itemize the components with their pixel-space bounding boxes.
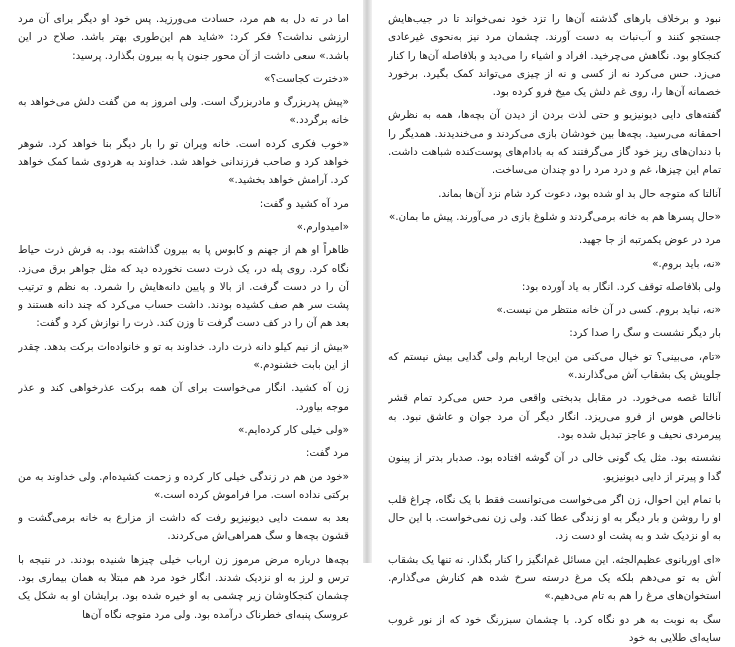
- right-paragraph: ولی بلافاصله توقف کرد. انگار به یاد آورده بود:: [521, 280, 721, 293]
- right-paragraph: «حال پسرها هم به خانه برمی‌گردند و شلوغ بازی در می‌آورند. پیش ما بمان.»: [388, 210, 721, 223]
- left-paragraph: زن آه کشید. انگار می‌خواست برای آن همه برکت عذرخواهی کند و عذر موجه بیاورد.: [18, 382, 349, 413]
- left-paragraph: «دخترت کجاست؟»: [264, 72, 349, 85]
- right-paragraph: «نه، باید بروم.»: [652, 257, 721, 270]
- left-paragraph: بچه‌ها درباره مرض مرموز زن ارباب خیلی چیزها شنیده بودند. در نتیجه با ترس و لرز به او نزدیک شدند. انگار خود مرد هم مبتلا به همان بیماری بود. چشمان کنجکاوشان زیر چشمی به او خیره شده بود. برایشان او به شکل یک عروسک پنبه‌ای خطرناک درآمده بود. ولی مرد متوجه نگاه آن‌ها: [18, 553, 349, 621]
- right-paragraph: «تام، می‌بینی؟ تو خیال می‌کنی من این‌جا اربابم ولی گدایی بیش نیستم که جلویش یک بشقاب آش می‌گذارند.»: [388, 350, 721, 382]
- right-page: [372, 0, 735, 644]
- left-paragraph: مرد آه کشید و گفت:: [259, 197, 349, 210]
- left-paragraph: مرد گفت:: [305, 447, 349, 460]
- left-paragraph: «ولی خیلی کار کرده‌ایم.»: [237, 423, 349, 436]
- right-paragraph: گفته‌های دایی دیونیزیو و حتی لذت بردن از دیدن آن بچه‌ها، همه به نظرش احمقانه می‌رسید. بچه‌ها بین خودشان بازی می‌کردند و می‌خندیدند. همدیگر را با دندان‌های ریز خود گاز می‌گرفتند که به بادام‌های پوست‌کنده شباهت داشت. تمام این چیزها، غم و درد مرد را دو چندان می‌ساخت.: [388, 109, 721, 177]
- right-paragraph: نبود و برخلاف بارهای گذشته آن‌ها را تزد خود نمی‌خواند تا در جیب‌هایش جستجو کنند و آب‌نبات به دست آورند. چشمان مرد نیز به‌نحوی غیرعادی کنجکاو بود. نگاهش می‌چرخید. افراد و اشیاء را می‌دید و بلافاصله آن‌ها را کنار می‌زد. حس می‌کرد نه از کسی و نه از چیزی می‌تواند کمک بگیرد. برخورد خصمانه آن‌ها را، روی غم دلش یک میخ فرو کرده بود.: [388, 13, 721, 99]
- right-paragraph: با تمام این احوال، زن اگر می‌خواست می‌توانست فقط با یک نگاه، چراغ قلب او را روشن و بار دیگر به او زندگی عطا کند. ولی زن نمی‌خواست. با این حال به او نزدیک شد و به پشت او دست زد.: [388, 493, 721, 543]
- left-paragraph: بعد به سمت دایی دیونیزیو رفت که داشت از مزارع به خانه برمی‌گشت و قشون بچه‌ها و سگ همراهی‌اش می‌کردند.: [18, 512, 349, 543]
- left-paragraph: «خوب فکری کرده است. خانه ویران تو را بار دیگر بنا خواهد کرد. شوهر خواهد کرد و صاحب فرزندانی خواهد شد. خداوند به هردوی شما کمک خواهد کرد. آرامش خواهد بخشید.»: [18, 137, 349, 187]
- right-paragraph: بار دیگر نشست و سگ را صدا کرد:: [569, 327, 721, 340]
- book-gutter: [363, 0, 372, 563]
- right-paragraph: سگ به نوبت به هر دو نگاه کرد. با چشمان سبزرنگ خود که از نور غروب سایه‌ای طلایی به خود: [388, 613, 721, 644]
- left-paragraph: اما در ته دل به هم مرد، حسادت می‌ورزید. پس خود او دیگر برای آن مرد ارزشی نداشت؟ فکر کرد: «شاید هم این‌طوری بهتر باشد. صلاح در این باشد.» سعی داشت از آن محور جنون پا به بیرون بگذارد. پرسید:: [18, 13, 349, 62]
- left-paragraph: «امیدوارم.»: [296, 220, 349, 233]
- right-paragraph: آنالتا که متوجه حال بد او شده بود، دعوت کرد شام نزد آن‌ها بماند.: [438, 187, 721, 200]
- left-paragraph: «پیش پدربزرگ و مادربزرگ است. ولی امروز به من گفت دلش می‌خواهد به خانه برگردد.»: [18, 96, 349, 127]
- right-paragraph: نشسته بود. مثل یک گونی خالی در آن گوشه افتاده بود. صدبار بدتر از پینون گدا و پیرتر از دایی دیونیزیو.: [388, 452, 721, 483]
- right-paragraph: «نه، نباید بروم. کسی در آن خانه منتظر من نیست.»: [496, 304, 721, 317]
- right-paragraph: «ای اوربانوی عظیم‌الجثه. این مسائل غم‌انگیز را کنار بگذار. نه تنها یک بشقاب آش به تو می‌دهم بلکه یک مرغ درسته سرخ شده هم کنارش می‌گذارم. استخوان‌های مرغ را هم به تام می‌دهیم.»: [388, 553, 721, 603]
- left-page: [0, 0, 363, 621]
- left-paragraph: «خود من هم در زندگی خیلی کار کرده و زحمت کشیده‌ام. ولی خداوند به من برکتی نداده است. مرا فراموش کرده است.»: [18, 470, 349, 501]
- right-paragraph: آنالتا غصه می‌خورد. در مقابل بدبختی واقعی مرد حس می‌کرد تمام قشر ناخالص هوس از فرو می‌ریزد. انگار دیگر آن مرد جوان و عاشق نبود. به پیرمردی نحیف و عاجز تبدیل شده بود.: [388, 392, 721, 441]
- right-paragraph: مرد در عوض یکمرتبه از جا جهید.: [578, 234, 721, 247]
- left-paragraph: «بیش از نیم کیلو دانه ذرت دارد. خداوند به تو و خانواده‌ات برکت بدهد. چقدر از این بابت خشنودم.»: [18, 340, 349, 372]
- left-paragraph: ظاهراً او هم از جهنم و کابوس پا به بیرون گذاشته بود. به فرش ذرت حیاط نگاه کرد. روی پله در، یک ذرت دست نخورده دید که مثل جواهر برق می‌زد. آن را در دست گرفت. از بالا و پایین دانه‌هایش را شمرد. به نظم و ترتیب پشت سر هم صف کشیده بودند. داشت حساب می‌کرد که چند دانه هستند و بعد هم آن را در کف دست گرفت تا وزن کند. ذرت را نوازش کرد و گفت:: [18, 244, 349, 330]
